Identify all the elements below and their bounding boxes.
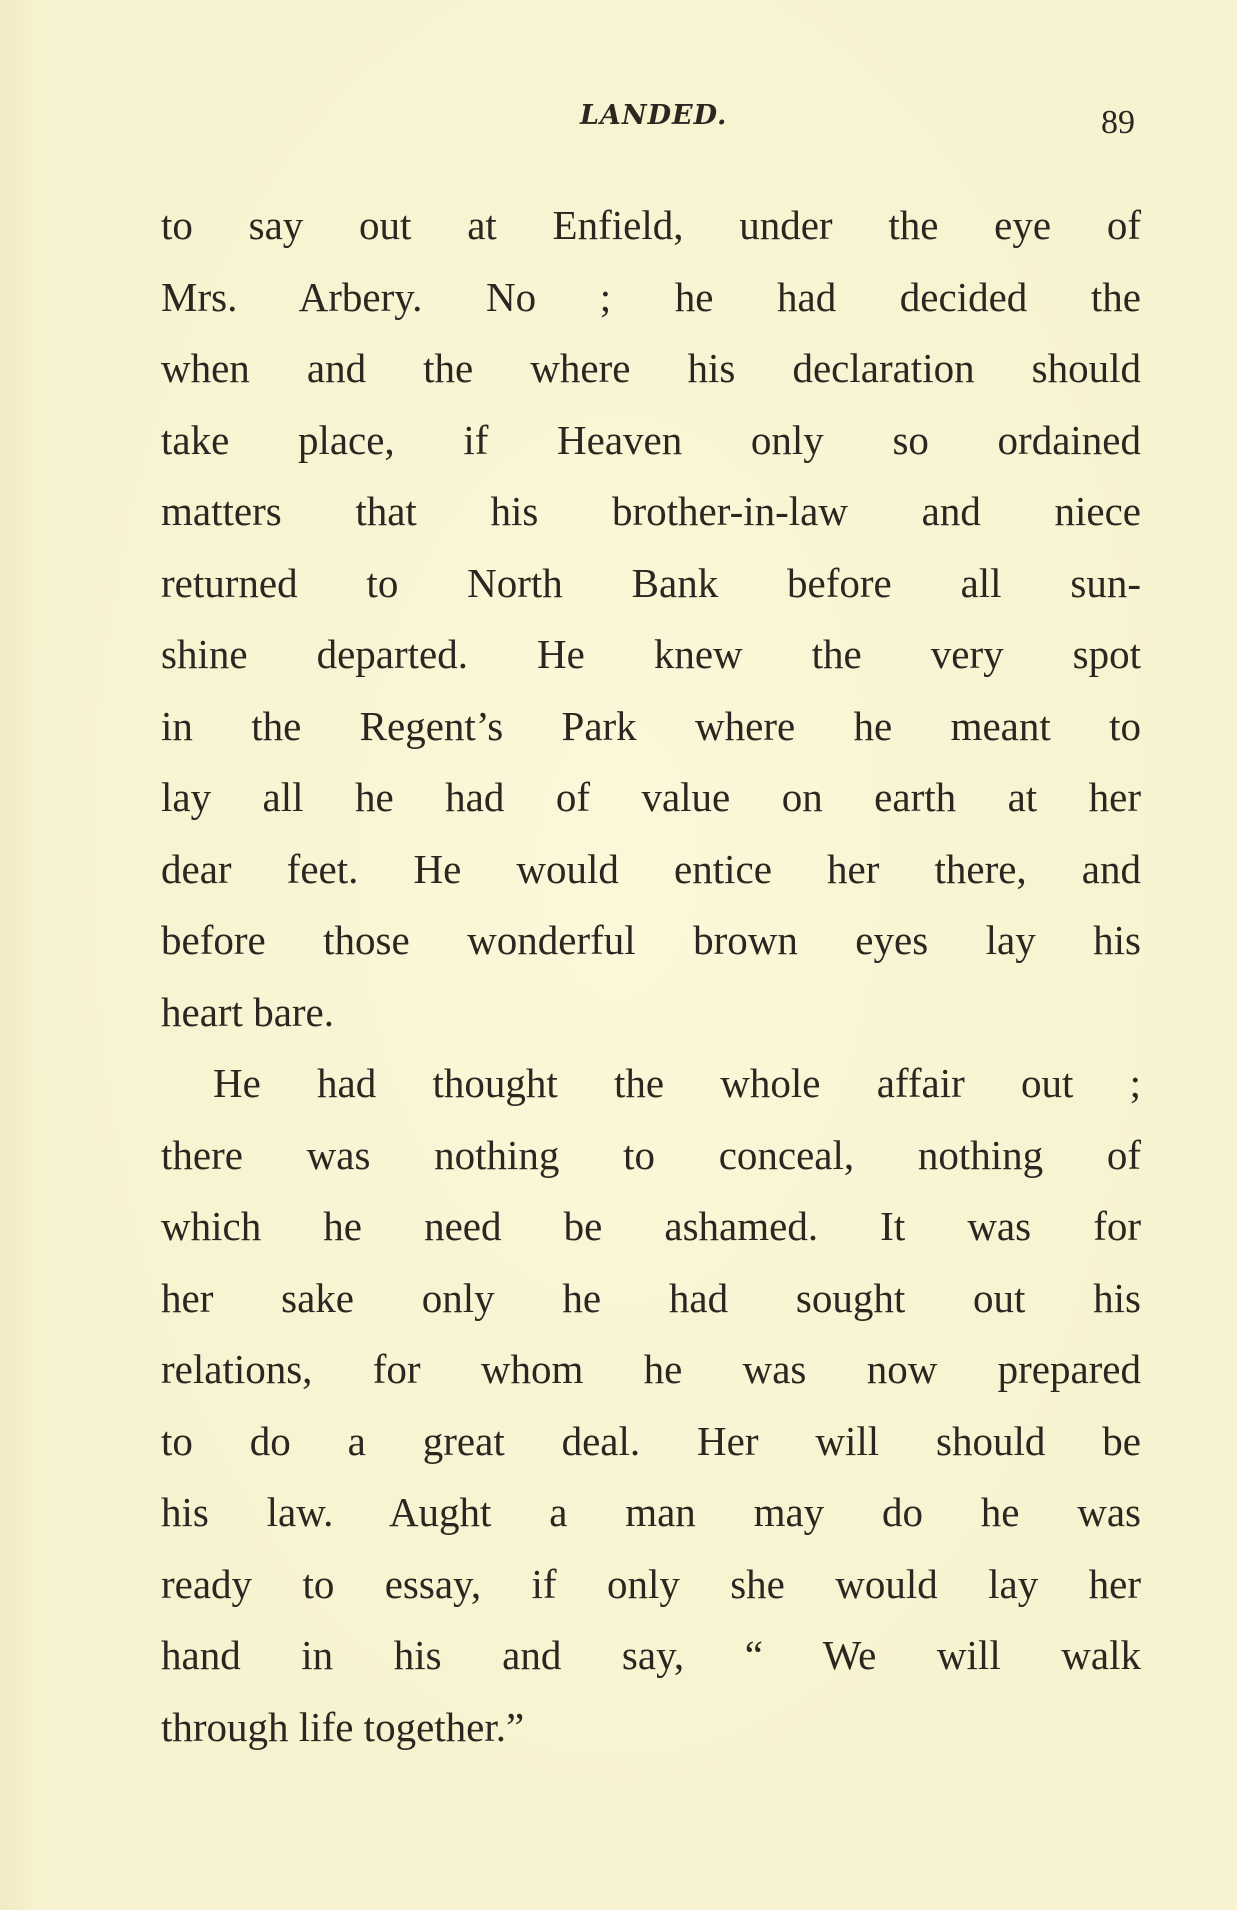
- text-line: her sake only he had sought out his: [161, 1274, 1141, 1321]
- text-line: before those wonderful brown eyes lay his: [161, 917, 1141, 963]
- page-number: 89: [1101, 104, 1135, 141]
- text-line: which he need be ashamed. It was for: [161, 1203, 1141, 1249]
- text-line: ready to essay, if only she would lay her: [161, 1560, 1141, 1607]
- text-line: dear feet. He would entice her there, and: [161, 845, 1141, 892]
- running-title: LANDED.: [580, 100, 728, 131]
- text-line: returned to North Bank before all sun-: [161, 559, 1141, 606]
- body-text: [161, 190, 1141, 1763]
- text-line: take place, if Heaven only so ordained: [161, 416, 1141, 463]
- text-line: there was nothing to conceal, nothing of: [161, 1131, 1141, 1178]
- text-line: to say out at Enfield, under the eye of: [161, 202, 1141, 248]
- text-line: in the Regent’s Park where he meant to: [161, 702, 1141, 749]
- paragraph-end-line: through life together.”: [161, 1703, 525, 1750]
- text-line: his law. Aught a man may do he was: [161, 1489, 1141, 1535]
- text-line: Mrs. Arbery. No ; he had decided the: [161, 273, 1141, 320]
- text-line: lay all he had of value on earth at her: [161, 774, 1141, 820]
- text-line: hand in his and say, “ We will walk: [161, 1632, 1141, 1678]
- text-line: to do a great deal. Her will should be: [161, 1417, 1141, 1464]
- text-line: relations, for whom he was now prepared: [161, 1346, 1141, 1392]
- text-line: matters that his brother-in-law and niece: [161, 488, 1141, 534]
- text-line: shine departed. He knew the very spot: [161, 631, 1141, 677]
- paragraph-end-line: heart bare.: [161, 988, 334, 1035]
- text-line: when and the where his declaration should: [161, 345, 1141, 391]
- paragraph-start-line: He had thought the whole affair out ;: [213, 1060, 1141, 1106]
